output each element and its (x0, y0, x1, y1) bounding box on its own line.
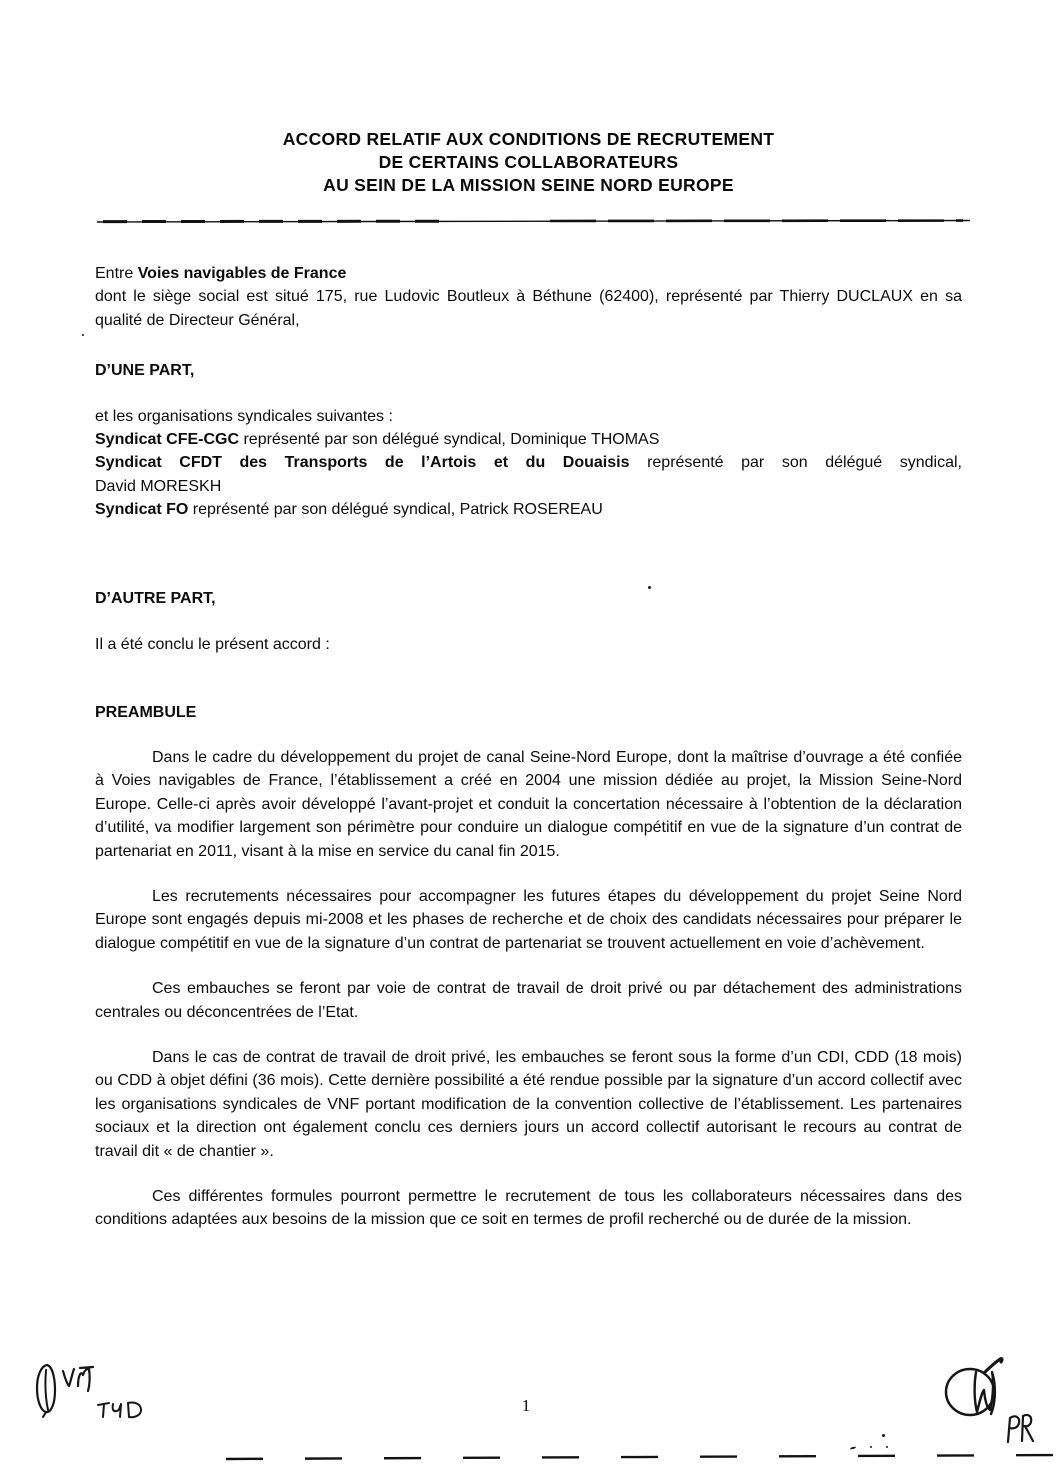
union-line-cfdt (95, 451, 962, 474)
preambule-paragraph-1: Dans le cadre du développement du projet de canal Seine-Nord Europe, dont la maîtrise d’ouvrage a été confiée à Voies navigables de France, l’établissement a créé en 2004 une mission dédiée au projet, la Mission Seine-Nord Europe. Celle-ci après avoir développé l’avant-projet et conduit la concertation nécessaire à l’obtention de la déclaration d’utilité, va modifier largement son périmètre pour conduire un dialogue compétitif en vue de la signature d’un contrat de partenariat en 2011, visant à la mise en service du canal fin 2015. (95, 748, 962, 860)
ink-speck (886, 1446, 888, 1448)
title-line-3: AU SEIN DE LA MISSION SEINE NORD EUROPE (323, 175, 734, 195)
entre-word: Entre (95, 265, 138, 282)
unions-block (95, 405, 962, 522)
signature-scribble (975, 1372, 995, 1414)
preambule-paragraph-3: Ces embauches se feront par voie de contrat de travail de droit privé ou par détachement des administrations centrales ou déconcentrées de l’Etat. (95, 980, 962, 1021)
signature-circle (946, 1369, 994, 1415)
conclusion-line: Il a été conclu le présent accord : (95, 636, 330, 654)
vnf-company-name: Voies navigables de France (137, 265, 347, 282)
union-line-cfe-cgc (95, 428, 962, 451)
union-name-cfdt: Syndicat CFDT des Transports de l’Artois et du Douaisis (95, 454, 630, 472)
signature-stem (984, 1359, 1002, 1373)
handwritten-4 (113, 1404, 121, 1417)
initial-v-stroke (63, 1369, 74, 1386)
dautre-part-heading: D’AUTRE PART, (95, 589, 216, 607)
ink-speck (870, 1446, 872, 1448)
initial-p (1008, 1416, 1019, 1442)
document-content (0, 128, 1061, 1232)
union-line-cfdt-delegate: David MORESKH (95, 477, 222, 495)
union-rest-cfdt: représenté par son délégué syndical, (629, 454, 962, 472)
party-vnf-block (95, 262, 962, 332)
handwritten-initials-left-icon (26, 1356, 152, 1426)
preambule-paragraph-5: Ces différentes formules pourront permettre le recrutement de tous les collaborateurs nécessaires dans des conditions adaptées aux besoins de la mission que ce soit en termes de profil recherché ou de durée de la mission. (95, 1187, 962, 1229)
handwritten-signature-right-icon (938, 1352, 1042, 1448)
handwritten-t (98, 1403, 109, 1417)
union-name-fo: Syndicat FO (95, 501, 189, 519)
entre-line (95, 262, 962, 285)
page-number: 1 (521, 1396, 531, 1415)
footer-dashed-line (0, 1449, 1061, 1463)
ink-speck (82, 334, 84, 336)
title-line-1: ACCORD RELATIF AUX CONDITIONS DE RECRUTEMENT (282, 129, 775, 149)
handwritten-d (128, 1402, 141, 1417)
title-line-2: DE CERTAINS COLLABORATEURS (378, 152, 679, 172)
ink-speck (882, 1434, 885, 1437)
preambule-paragraph-2: Les recrutements nécessaires pour accompagner les futures étapes du développement du projet Seine Nord Europe sont engagés depuis mi-2008 et les phases de recherche et de choix des candidats nécessaires pour préparer le dialogue compétitif en vue de la signature d’un contrat de partenariat se trouvent actuellement en voie d’achèvement. (95, 887, 962, 952)
unions-intro-line: et les organisations syndicales suivantes : (95, 407, 393, 425)
dune-part-heading: D’UNE PART, (95, 362, 195, 380)
union-name-cfe-cgc: Syndicat CFE-CGC (95, 431, 240, 449)
preambule-heading: PREAMBULE (95, 704, 197, 722)
initial-r (1022, 1415, 1033, 1441)
divider-rule-icon (95, 217, 972, 225)
vnf-address-paragraph: dont le siège social est situé 175, rue Ludovic Boutleux à Béthune (62400), représenté par Thierry DUCLAUX en sa qualité de Directeur Général, (95, 288, 962, 329)
title-divider-line (95, 217, 962, 225)
union-line-fo (95, 498, 962, 521)
preambule-paragraph-4: Dans le cas de contrat de travail de droit privé, les embauches se feront sous la forme d’un CDI, CDD (18 mois) ou CDD à objet défini (36 mois). Cette dernière possibilité a été rendue possible par la signature d’un accord collectif avec les organisations syndicales de VNF portant modification de la convention collective de l’établissement. Les partenaires sociaux et la direction ont également conclu ces derniers jours un accord collectif autorisant le recours au contrat de travail dit « de chantier ». (95, 1048, 962, 1160)
union-rest-fo: représenté par son délégué syndical, Patrick ROSEREAU (188, 501, 603, 519)
document-title (95, 128, 962, 197)
ink-speck (648, 586, 651, 589)
union-rest-cfe-cgc: représenté par son délégué syndical, Dominique THOMAS (239, 431, 660, 449)
